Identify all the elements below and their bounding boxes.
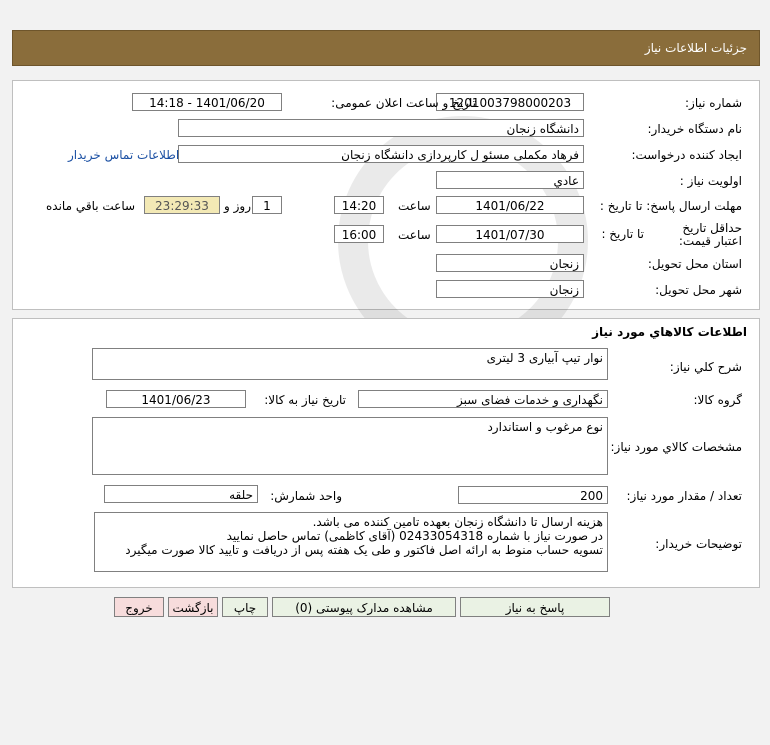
page-header bbox=[12, 30, 760, 66]
need-date-field: 1401/06/23 bbox=[106, 390, 246, 408]
need-number-label: شماره نیاز: bbox=[685, 96, 742, 110]
back-button[interactable]: بازگشت bbox=[168, 597, 218, 617]
days-field: 1 bbox=[252, 196, 282, 214]
notes-label: توضیحات خریدار: bbox=[655, 537, 742, 551]
qty-label: تعداد / مقدار مورد نیاز: bbox=[626, 489, 742, 503]
qty-field: 200 bbox=[458, 486, 608, 504]
priority-label: اولویت نیاز : bbox=[679, 174, 742, 188]
province-label: استان محل تحویل: bbox=[647, 257, 742, 271]
buyer-label: نام دستگاه خریدار: bbox=[647, 122, 742, 136]
reply-button[interactable]: پاسخ به نیاز bbox=[460, 597, 610, 617]
creator-label: ایجاد کننده درخواست: bbox=[631, 148, 742, 162]
deadline-date-field: 1401/06/22 bbox=[436, 196, 584, 214]
deadline-time-field: 14:20 bbox=[334, 196, 384, 214]
buyer-contact-link[interactable]: اطلاعات تماس خریدار bbox=[68, 148, 180, 162]
notes-line: در صورت نیاز با شماره 02433054318 (آقای کاظمی) تماس حاصل نمایید bbox=[226, 529, 603, 543]
remaining-time-field: 23:29:33 bbox=[144, 196, 220, 214]
validity-time-field: 16:00 bbox=[334, 225, 384, 243]
need-info-panel bbox=[12, 80, 760, 310]
creator-field: فرهاد مکملی مسئو ل کارپردازی دانشگاه زنجان bbox=[178, 145, 584, 163]
deadline-time-label: ساعت bbox=[398, 199, 431, 213]
announce-field: 1401/06/20 - 14:18 bbox=[132, 93, 282, 111]
notes-line: تسویه حساب منوط به ارائه اصل فاکتور و طی یک هفته پس از دریافت و تایید کالا صورت میگیرد bbox=[125, 543, 603, 557]
goods-section-title: اطلاعات کالاهاي مورد نياز bbox=[592, 325, 747, 339]
validity-label: حداقل تاریخ اعتبار قیمت: bbox=[678, 221, 742, 248]
unit-label: واحد شمارش: bbox=[270, 489, 342, 503]
group-field: نگهداری و خدمات فضای سبز bbox=[358, 390, 608, 408]
validity-time-label: ساعت bbox=[398, 228, 431, 242]
validity-to-label: تا تاریخ : bbox=[601, 227, 644, 241]
desc-field: نوار تیپ آبیاری 3 لیتری bbox=[92, 348, 608, 380]
remaining-label: ساعت باقي مانده bbox=[46, 199, 136, 213]
city-label: شهر محل تحویل: bbox=[655, 283, 742, 297]
unit-field: حلقه bbox=[104, 485, 258, 503]
need-number-field: 1201003798000203 bbox=[436, 93, 584, 111]
notes-field bbox=[94, 512, 608, 572]
deadline-label: مهلت ارسال پاسخ: تا تاریخ : bbox=[599, 199, 742, 213]
spec-label: مشخصات کالاي مورد نياز: bbox=[610, 440, 742, 454]
priority-field: عادي bbox=[436, 171, 584, 189]
group-label: گروه کالا: bbox=[693, 393, 742, 407]
spec-field: نوع مرغوب و استاندارد bbox=[92, 417, 608, 475]
buyer-field: دانشگاه زنجان bbox=[178, 119, 584, 137]
need-date-label: تاریخ نیاز به کالا: bbox=[264, 393, 346, 407]
province-field: زنجان bbox=[436, 254, 584, 272]
city-field: زنجان bbox=[436, 280, 584, 298]
print-button[interactable]: چاپ bbox=[222, 597, 268, 617]
exit-button[interactable]: خروج bbox=[114, 597, 164, 617]
desc-label: شرح کلي نياز: bbox=[669, 360, 742, 374]
announce-label: تاریخ و ساعت اعلان عمومی: bbox=[331, 96, 476, 110]
view-documents-button[interactable]: مشاهده مدارک پیوستی (0) bbox=[272, 597, 456, 617]
days-label: روز و bbox=[224, 199, 251, 213]
page-title: جزئیات اطلاعات نیاز bbox=[644, 41, 747, 55]
validity-date-field: 1401/07/30 bbox=[436, 225, 584, 243]
notes-line: هزینه ارسال تا دانشگاه زنجان بعهده تامین کننده می باشد. bbox=[312, 515, 603, 529]
